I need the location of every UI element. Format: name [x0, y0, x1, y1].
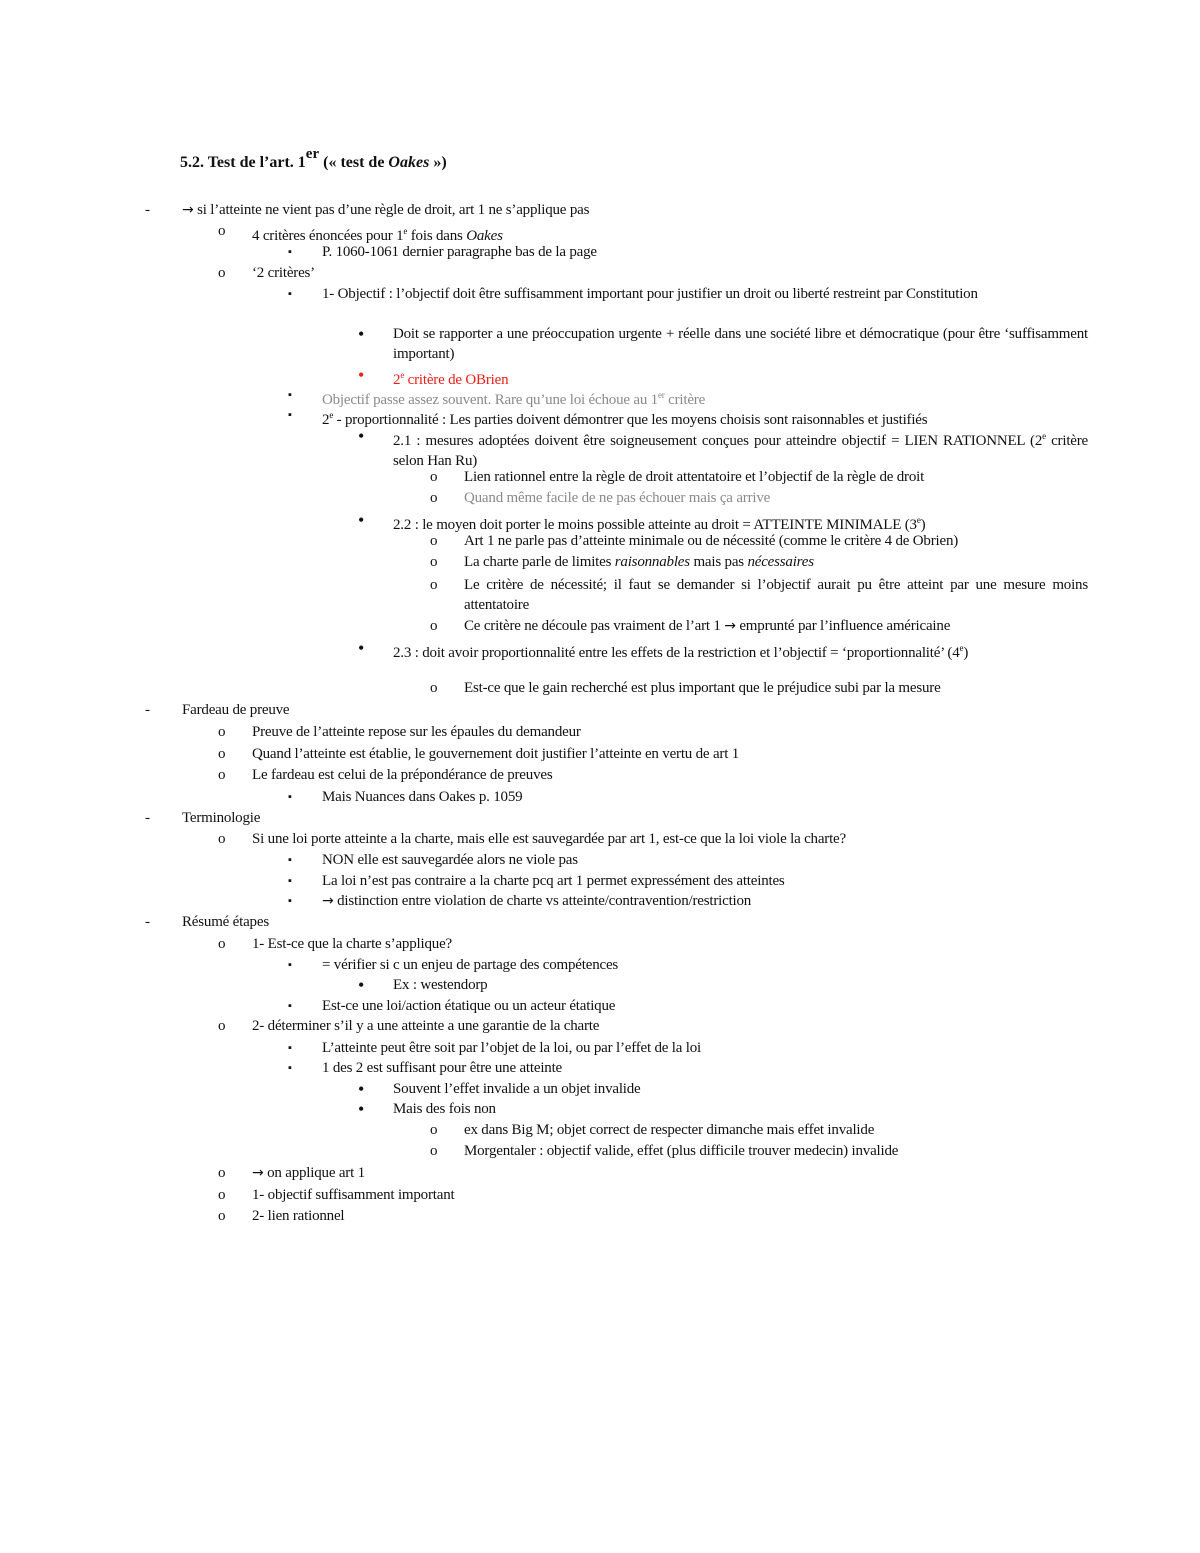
circle-bullet: o [218, 1018, 226, 1034]
list-item: Doit se rapporter a une préoccupation urgente + réelle dans une société libre et démocratique (pour être ‘suffisamment important) [393, 326, 1088, 362]
circle-bullet: o [430, 490, 438, 506]
square-bullet: ▪ [288, 875, 292, 887]
circle-bullet: o [430, 1143, 438, 1159]
square-bullet: ▪ [288, 389, 292, 401]
circle-bullet: o [218, 936, 226, 952]
dash-bullet: - [145, 810, 150, 826]
circle-bullet: o [430, 554, 438, 570]
list-item: Art 1 ne parle pas d’atteinte minimale ou de nécessité (comme le critère 4 de Obrien) [464, 533, 959, 549]
list-item: 2.1 : mesures adoptées doivent être soigneusement conçues pour atteindre objectif = LIEN RATIONNEL (2e critère selon Han Ru) [393, 431, 1089, 469]
list-item: Quand même facile de ne pas échouer mais ça arrive [464, 490, 771, 506]
list-item: Quand l’atteinte est établie, le gouvernement doit justifier l’atteinte en vertu de art 1 [252, 746, 740, 762]
list-item: Est-ce une loi/action étatique ou un acteur étatique [322, 998, 616, 1014]
square-bullet: ▪ [288, 246, 292, 258]
square-bullet: ▪ [288, 1000, 292, 1012]
square-bullet: ▪ [288, 959, 292, 971]
list-item: La loi n’est pas contraire a la charte pcq art 1 permet expressément des atteintes [322, 873, 785, 889]
dash-bullet: - [145, 914, 150, 930]
list-item: Ce critère ne découle pas vraiment de l’art 1 → emprunté par l’influence américaine [464, 618, 951, 634]
square-bullet: ▪ [288, 1042, 292, 1054]
list-item: L’atteinte peut être soit par l’objet de la loi, ou par l’effet de la loi [322, 1040, 702, 1056]
list-item: Terminologie [182, 810, 261, 826]
circle-bullet: o [218, 223, 226, 239]
list-item: NON elle est sauvegardée alors ne viole pas [322, 852, 578, 868]
dot-bullet: • [358, 638, 365, 658]
circle-bullet: o [218, 831, 226, 847]
list-item: Fardeau de preuve [182, 702, 290, 718]
circle-bullet: o [430, 680, 438, 696]
list-item: 2e - proportionnalité : Les parties doivent démontrer que les moyens choisis sont raisonnables et justifiés [322, 410, 928, 428]
list-item: → si l’atteinte ne vient pas d’une règle de droit, art 1 ne s’applique pas [182, 202, 590, 218]
list-item: 2.3 : doit avoir proportionnalité entre les effets de la restriction et l’objectif = ‘proportionnalité’ (4e) [393, 643, 969, 661]
dot-bullet: • [358, 975, 365, 995]
dash-bullet: - [145, 202, 150, 218]
list-item: 1- Objectif : l’objectif doit être suffisamment important pour justifier un droit ou liberté restreint par Constitution [322, 286, 978, 302]
arrow-icon: → [724, 618, 736, 634]
arrow-icon: → [182, 202, 194, 218]
arrow-icon: → [252, 1165, 264, 1181]
dot-bullet: • [358, 1099, 365, 1119]
list-item: Est-ce que le gain recherché est plus important que le préjudice subi par la mesure [464, 680, 941, 696]
circle-bullet: o [430, 618, 438, 634]
list-item: Objectif passe assez souvent. Rare qu’une loi échoue au 1er critère [322, 390, 706, 408]
list-item: 2e critère de OBrien [393, 370, 509, 388]
list-item: Ex : westendorp [393, 977, 488, 993]
square-bullet: ▪ [288, 409, 292, 421]
circle-bullet: o [430, 1122, 438, 1138]
circle-bullet: o [218, 1165, 226, 1181]
dot-bullet: • [358, 426, 365, 446]
square-bullet: ▪ [288, 1062, 292, 1074]
circle-bullet: o [218, 265, 226, 281]
circle-bullet: o [430, 533, 438, 549]
section-title: 5.2. Test de l’art. 1er (« test de Oakes ») [180, 146, 447, 171]
dot-bullet: • [358, 324, 365, 344]
list-item: Souvent l’effet invalide a un objet invalide [393, 1081, 641, 1097]
list-item: Lien rationnel entre la règle de droit attentatoire et l’objectif de la règle de droit [464, 469, 925, 485]
list-item: Le fardeau est celui de la prépondérance de preuves [252, 767, 553, 783]
list-item: → on applique art 1 [252, 1165, 365, 1181]
list-item: Preuve de l’atteinte repose sur les épaules du demandeur [252, 724, 581, 740]
square-bullet: ▪ [288, 288, 292, 300]
square-bullet: ▪ [288, 854, 292, 866]
list-item: 2.2 : le moyen doit porter le moins possible atteinte au droit = ATTEINTE MINIMALE (3e) [393, 515, 926, 533]
dot-bullet: • [358, 1079, 365, 1099]
list-item: 2- lien rationnel [252, 1208, 345, 1224]
list-item: Résumé étapes [182, 914, 269, 930]
list-item: Si une loi porte atteinte a la charte, mais elle est sauvegardée par art 1, est-ce que la loi viole la charte? [252, 831, 846, 847]
list-item: = vérifier si c un enjeu de partage des compétences [322, 957, 619, 973]
list-item: 1 des 2 est suffisant pour être une atteinte [322, 1060, 563, 1076]
circle-bullet: o [218, 1187, 226, 1203]
circle-bullet: o [218, 724, 226, 740]
list-item: Morgentaler : objectif valide, effet (plus difficile trouver medecin) invalide [464, 1143, 899, 1159]
square-bullet: ▪ [288, 791, 292, 803]
circle-bullet: o [218, 746, 226, 762]
list-item: 1- objectif suffisamment important [252, 1187, 455, 1203]
circle-bullet: o [218, 767, 226, 783]
dash-bullet: - [145, 702, 150, 718]
list-item: Mais des fois non [393, 1101, 496, 1117]
list-item: Le critère de nécessité; il faut se demander si l’objectif aurait pu être atteint par une mesure moins attentatoire [464, 577, 1088, 613]
dot-bullet: • [358, 365, 365, 385]
list-item: ‘2 critères’ [252, 265, 315, 281]
square-bullet: ▪ [288, 895, 292, 907]
list-item: → distinction entre violation de charte vs atteinte/contravention/restriction [322, 893, 752, 909]
circle-bullet: o [218, 1208, 226, 1224]
circle-bullet: o [430, 469, 438, 485]
list-item: 1- Est-ce que la charte s’applique? [252, 936, 452, 952]
list-item: 4 critères énoncées pour 1e fois dans Oakes [252, 226, 503, 244]
dot-bullet: • [358, 510, 365, 530]
list-item: 2- déterminer s’il y a une atteinte a une garantie de la charte [252, 1018, 600, 1034]
arrow-icon: → [322, 893, 334, 909]
list-item: Mais Nuances dans Oakes p. 1059 [322, 789, 523, 805]
circle-bullet: o [430, 577, 438, 593]
list-item: La charte parle de limites raisonnables mais pas nécessaires [464, 554, 814, 570]
list-item: P. 1060-1061 dernier paragraphe bas de la page [322, 244, 597, 260]
list-item: ex dans Big M; objet correct de respecter dimanche mais effet invalide [464, 1122, 875, 1138]
